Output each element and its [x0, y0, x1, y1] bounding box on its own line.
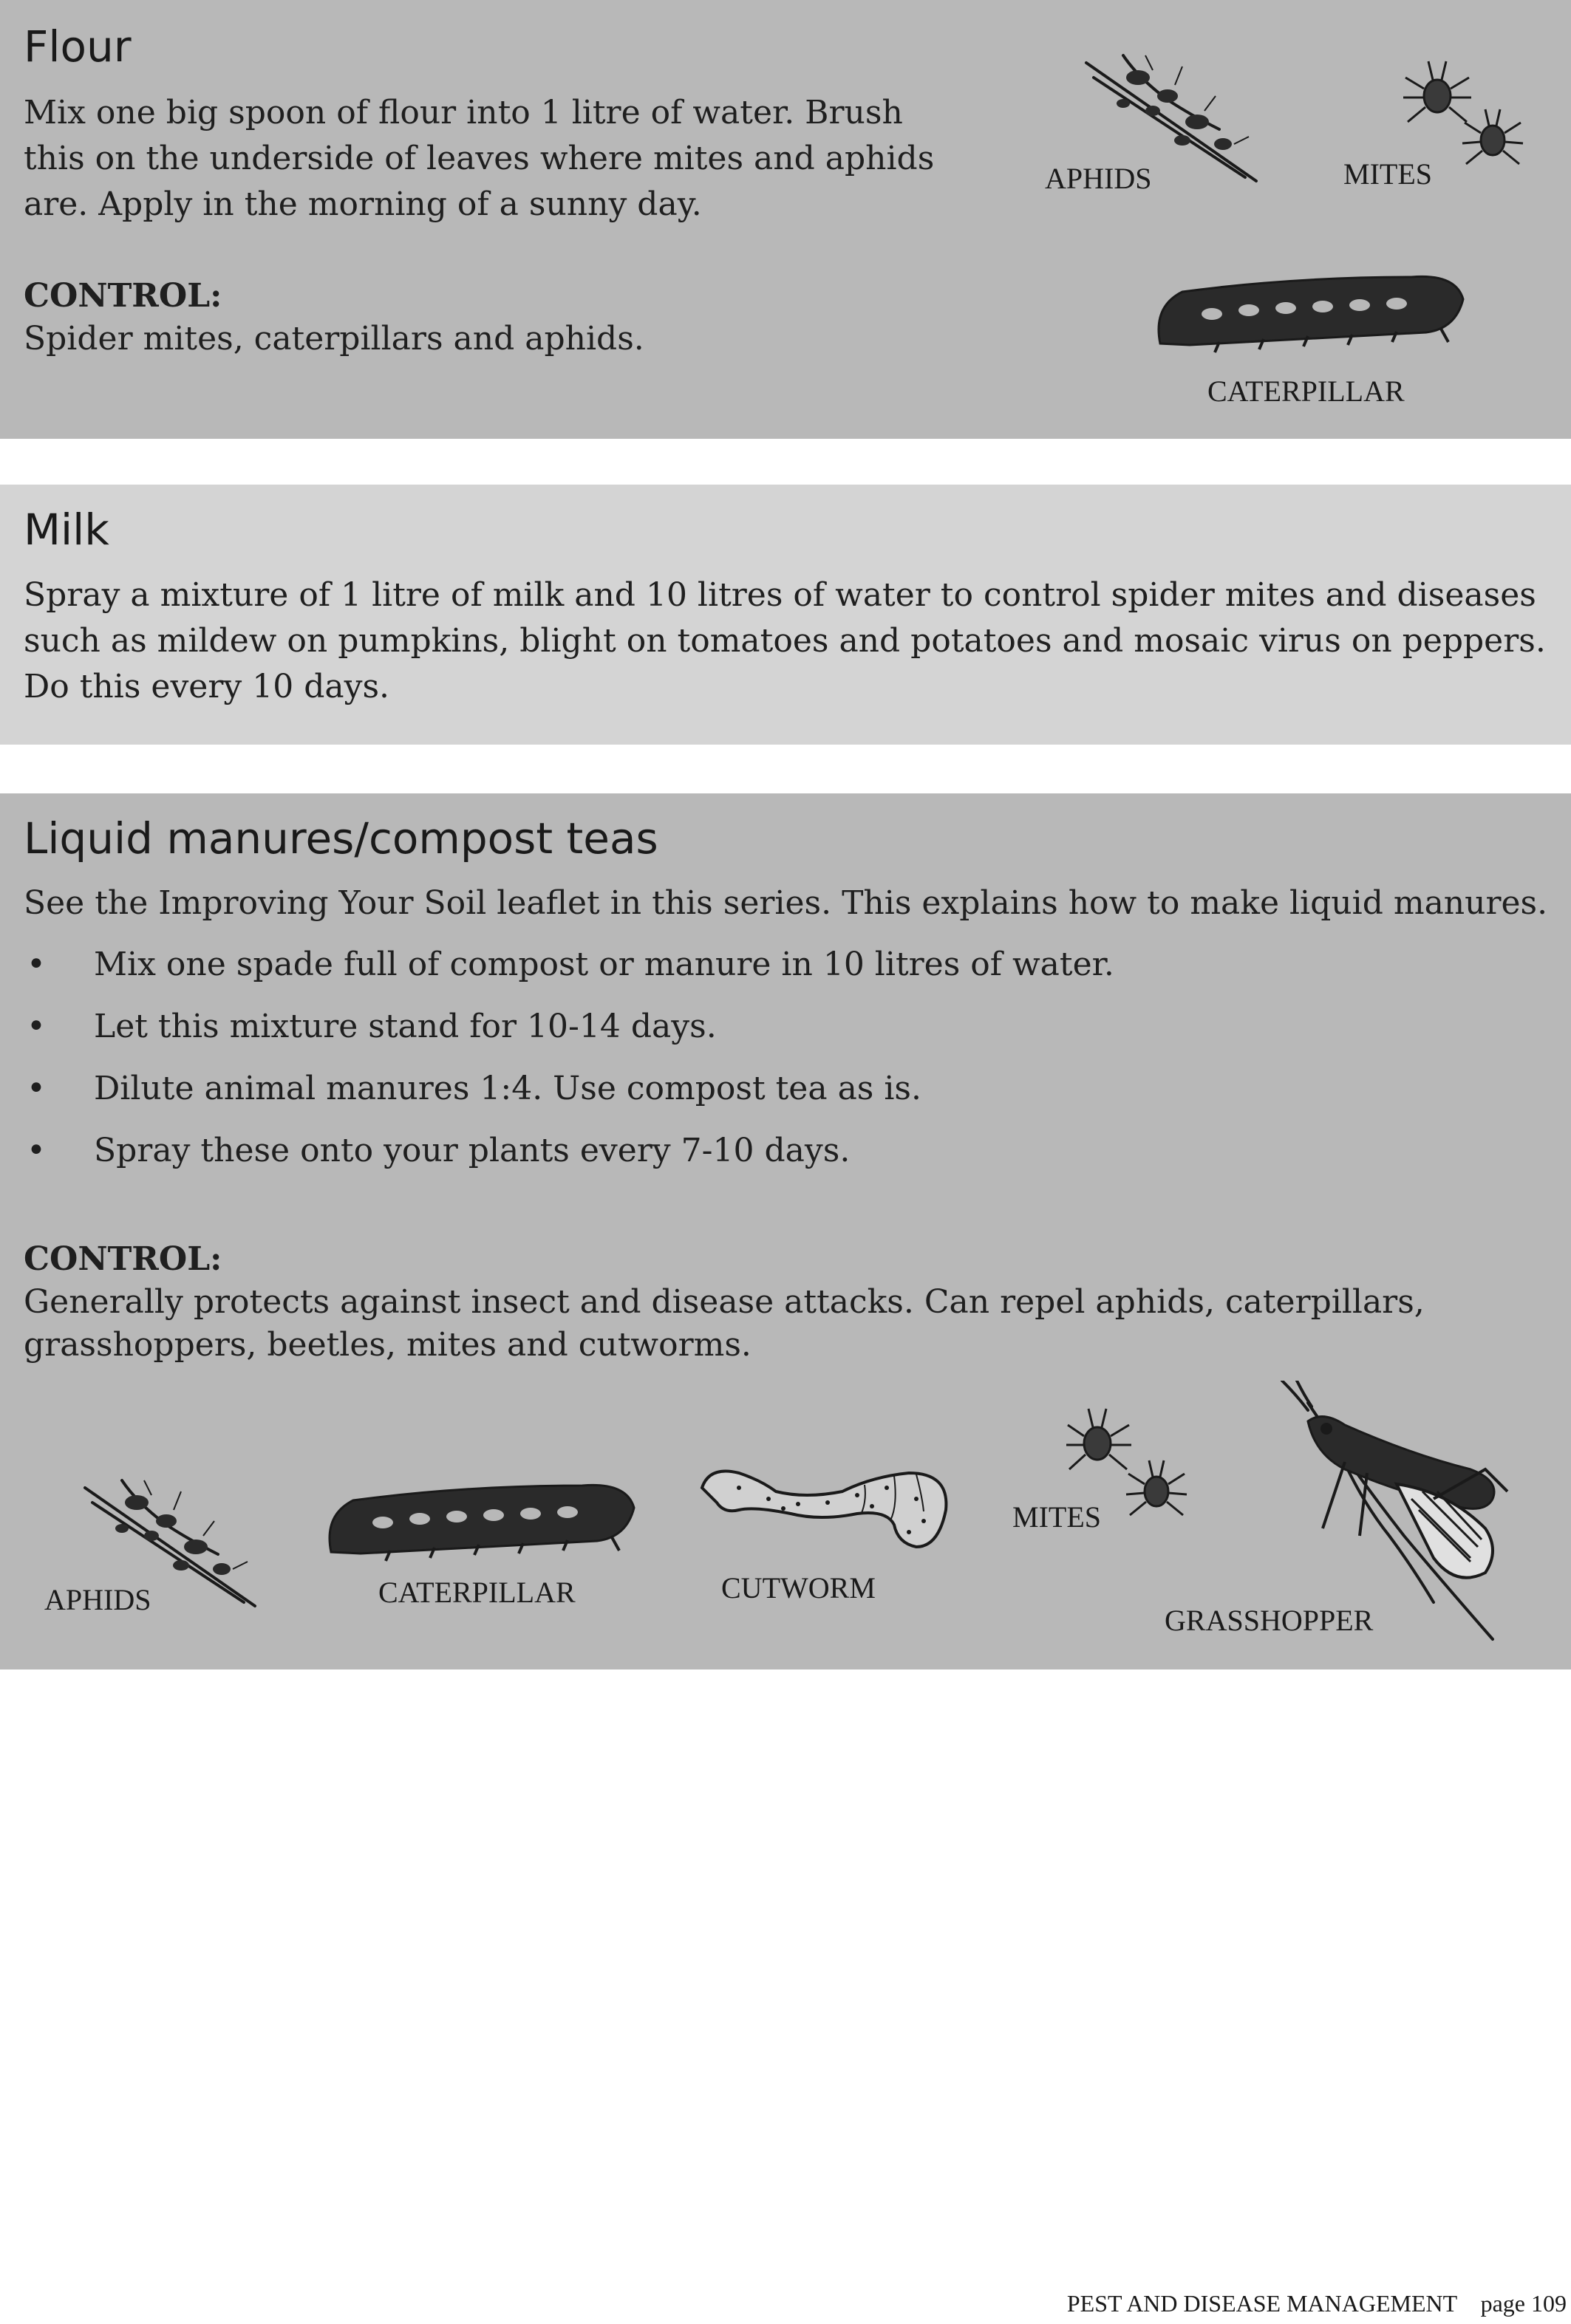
page-number: page 109 — [1480, 2290, 1567, 2317]
control-text: grasshoppers, beetles, mites and cutworms. — [24, 1326, 752, 1364]
liquid-control — [24, 1238, 1425, 1367]
mites-label: MITES — [1343, 157, 1432, 191]
bullet-icon: • — [27, 1132, 46, 1169]
milk-line: Spray a mixture of 1 litre of milk and 10 litres of water to control spider mites and diseases — [24, 576, 1536, 614]
control-text: Generally protects against insect and disease attacks. Can repel aphids, caterpillars, — [24, 1283, 1425, 1321]
bullet-icon: • — [27, 1008, 46, 1045]
page-footer — [1067, 2290, 1567, 2317]
list-item-text: Let this mixture stand for 10-14 days. — [94, 1008, 717, 1045]
control-title: CONTROL: — [24, 1240, 222, 1278]
list-item-text: Mix one spade full of compost or manure in 10 litres of water. — [94, 946, 1114, 983]
flour-control — [24, 275, 644, 360]
footer-section-title: PEST AND DISEASE MANAGEMENT — [1066, 2290, 1457, 2317]
liquid-heading: Liquid manures/compost teas — [24, 813, 658, 864]
aphids-label: APHIDS — [44, 1583, 151, 1616]
bullet-icon: • — [27, 1070, 46, 1107]
cutworm-icon — [695, 1458, 968, 1562]
milk-section — [0, 485, 1571, 745]
flour-heading: Flour — [24, 21, 132, 72]
list-item-text: Spray these onto your plants every 7-10 days. — [94, 1132, 851, 1169]
milk-instructions — [24, 573, 1546, 710]
caterpillar-label: CATERPILLAR — [1207, 375, 1405, 408]
flour-instructions — [24, 90, 934, 228]
flour-line: this on the underside of leaves where mites and aphids — [24, 140, 935, 177]
caterpillar-label: CATERPILLAR — [378, 1576, 576, 1609]
flour-line: Mix one big spoon of flour into 1 litre of water. Brush — [24, 94, 903, 131]
cutworm-label: CUTWORM — [721, 1571, 876, 1604]
flour-line: are. Apply in the morning of a sunny day. — [24, 185, 702, 223]
grasshopper-label: GRASSHOPPER — [1165, 1604, 1374, 1637]
list-item-text: Dilute animal manures 1:4. Use compost tea as is. — [94, 1070, 922, 1107]
milk-line: Do this every 10 days. — [24, 668, 390, 705]
caterpillar-icon — [316, 1471, 641, 1567]
caterpillar-icon — [1145, 262, 1471, 358]
milk-heading: Milk — [24, 505, 109, 555]
bullet-icon: • — [27, 946, 46, 983]
control-text: Spider mites, caterpillars and aphids. — [24, 320, 644, 358]
milk-line: such as mildew on pumpkins, blight on tomatoes and potatoes and mosaic virus on peppers. — [24, 622, 1546, 660]
liquid-intro: See the Improving Your Soil leaflet in this series. This explains how to make liquid manures. — [24, 884, 1548, 922]
liquid-manures-section — [0, 793, 1571, 1669]
aphids-label: APHIDS — [1045, 162, 1152, 195]
flour-section — [0, 0, 1571, 439]
control-title: CONTROL: — [24, 277, 222, 315]
mites-label: MITES — [1012, 1500, 1101, 1534]
